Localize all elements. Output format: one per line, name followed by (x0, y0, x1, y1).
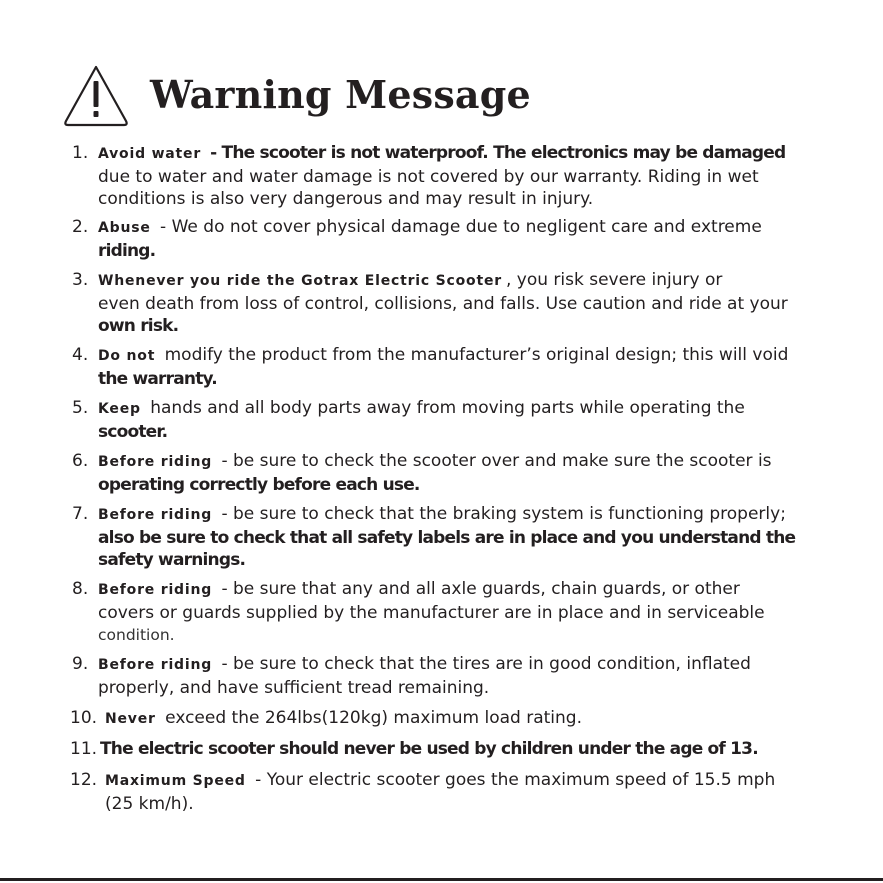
item-line: operating correctly before each use. (98, 474, 420, 495)
item-lead: Before riding (98, 582, 213, 598)
item-lead: Whenever you ride the Gotrax Electric Scooter (98, 273, 502, 289)
item-line: Before riding - be sure that any and all axle guards, chain guards, or other (98, 579, 740, 599)
item-lead: Keep (98, 401, 141, 417)
item-lead: Before riding (98, 507, 213, 523)
item-line: (25 km/h). (105, 793, 194, 814)
item-lead: Avoid water (98, 146, 202, 162)
item-line: own risk. (98, 316, 179, 336)
item-line: The electric scooter should never be used by children under the age of 13. (100, 739, 758, 759)
item-number: 9. (72, 654, 89, 674)
item-line: even death from loss of control, collisions, and falls. Use caution and ride at your (98, 293, 788, 314)
item-line: Before riding - be sure to check that the tires are in good condition, inflated (98, 654, 751, 674)
item-number: 7. (72, 504, 89, 524)
item-line: due to water and water damage is not covered by our warranty. Riding in wet (98, 166, 759, 187)
item-line: condition. (98, 626, 175, 644)
item-lead: Before riding (98, 454, 213, 470)
item-number: 6. (72, 451, 89, 471)
item-line: Never exceed the 264lbs(120kg) maximum load rating. (105, 708, 582, 728)
item-number: 3. (72, 270, 89, 290)
item-line: conditions is also very dangerous and may result in injury. (98, 189, 594, 209)
item-line: Before riding - be sure to check the scooter over and make sure the scooter is (98, 451, 772, 471)
warning-triangle-icon (62, 63, 130, 127)
item-number: 10. (70, 708, 98, 728)
item-number: 5. (72, 398, 89, 418)
bottom-rule (0, 878, 883, 881)
item-number: 11. (70, 739, 98, 759)
item-line: Whenever you ride the Gotrax Electric Scooter , you risk severe injury or (98, 270, 723, 290)
item-line: Avoid water - The scooter is not waterproof. The electronics may be damaged (98, 143, 786, 163)
item-line: scooter. (98, 421, 168, 442)
item-line: Abuse - We do not cover physical damage due to negligent care and extreme (98, 217, 762, 237)
item-lead: Maximum Speed (105, 773, 246, 789)
item-line: properly, and have sufficient tread remaining. (98, 677, 490, 698)
item-line: safety warnings. (98, 550, 246, 570)
item-line: Do not modify the product from the manufacturer’s original design; this will void (98, 345, 789, 365)
item-number: 8. (72, 579, 89, 599)
item-lead: Abuse (98, 220, 151, 236)
item-line: Maximum Speed - Your electric scooter goes the maximum speed of 15.5 mph (105, 770, 776, 790)
item-lead: Before riding (98, 657, 213, 673)
item-line: Before riding - be sure to check that the braking system is functioning properly; (98, 504, 786, 524)
item-line: also be sure to check that all safety labels are in place and you understand the (98, 527, 796, 548)
item-lead: Do not (98, 348, 156, 364)
item-number: 12. (70, 770, 98, 790)
item-line: riding. (98, 240, 156, 261)
page-title: Warning Message (150, 72, 531, 117)
item-line: Keep hands and all body parts away from moving parts while operating the (98, 398, 745, 418)
item-number: 1. (72, 143, 89, 163)
warning-header (62, 62, 130, 128)
item-line: covers or guards supplied by the manufacturer are in place and in serviceable (98, 602, 765, 623)
item-lead: Never (105, 711, 156, 727)
item-line: the warranty. (98, 368, 217, 389)
item-number: 4. (72, 345, 89, 365)
item-number: 2. (72, 217, 89, 237)
